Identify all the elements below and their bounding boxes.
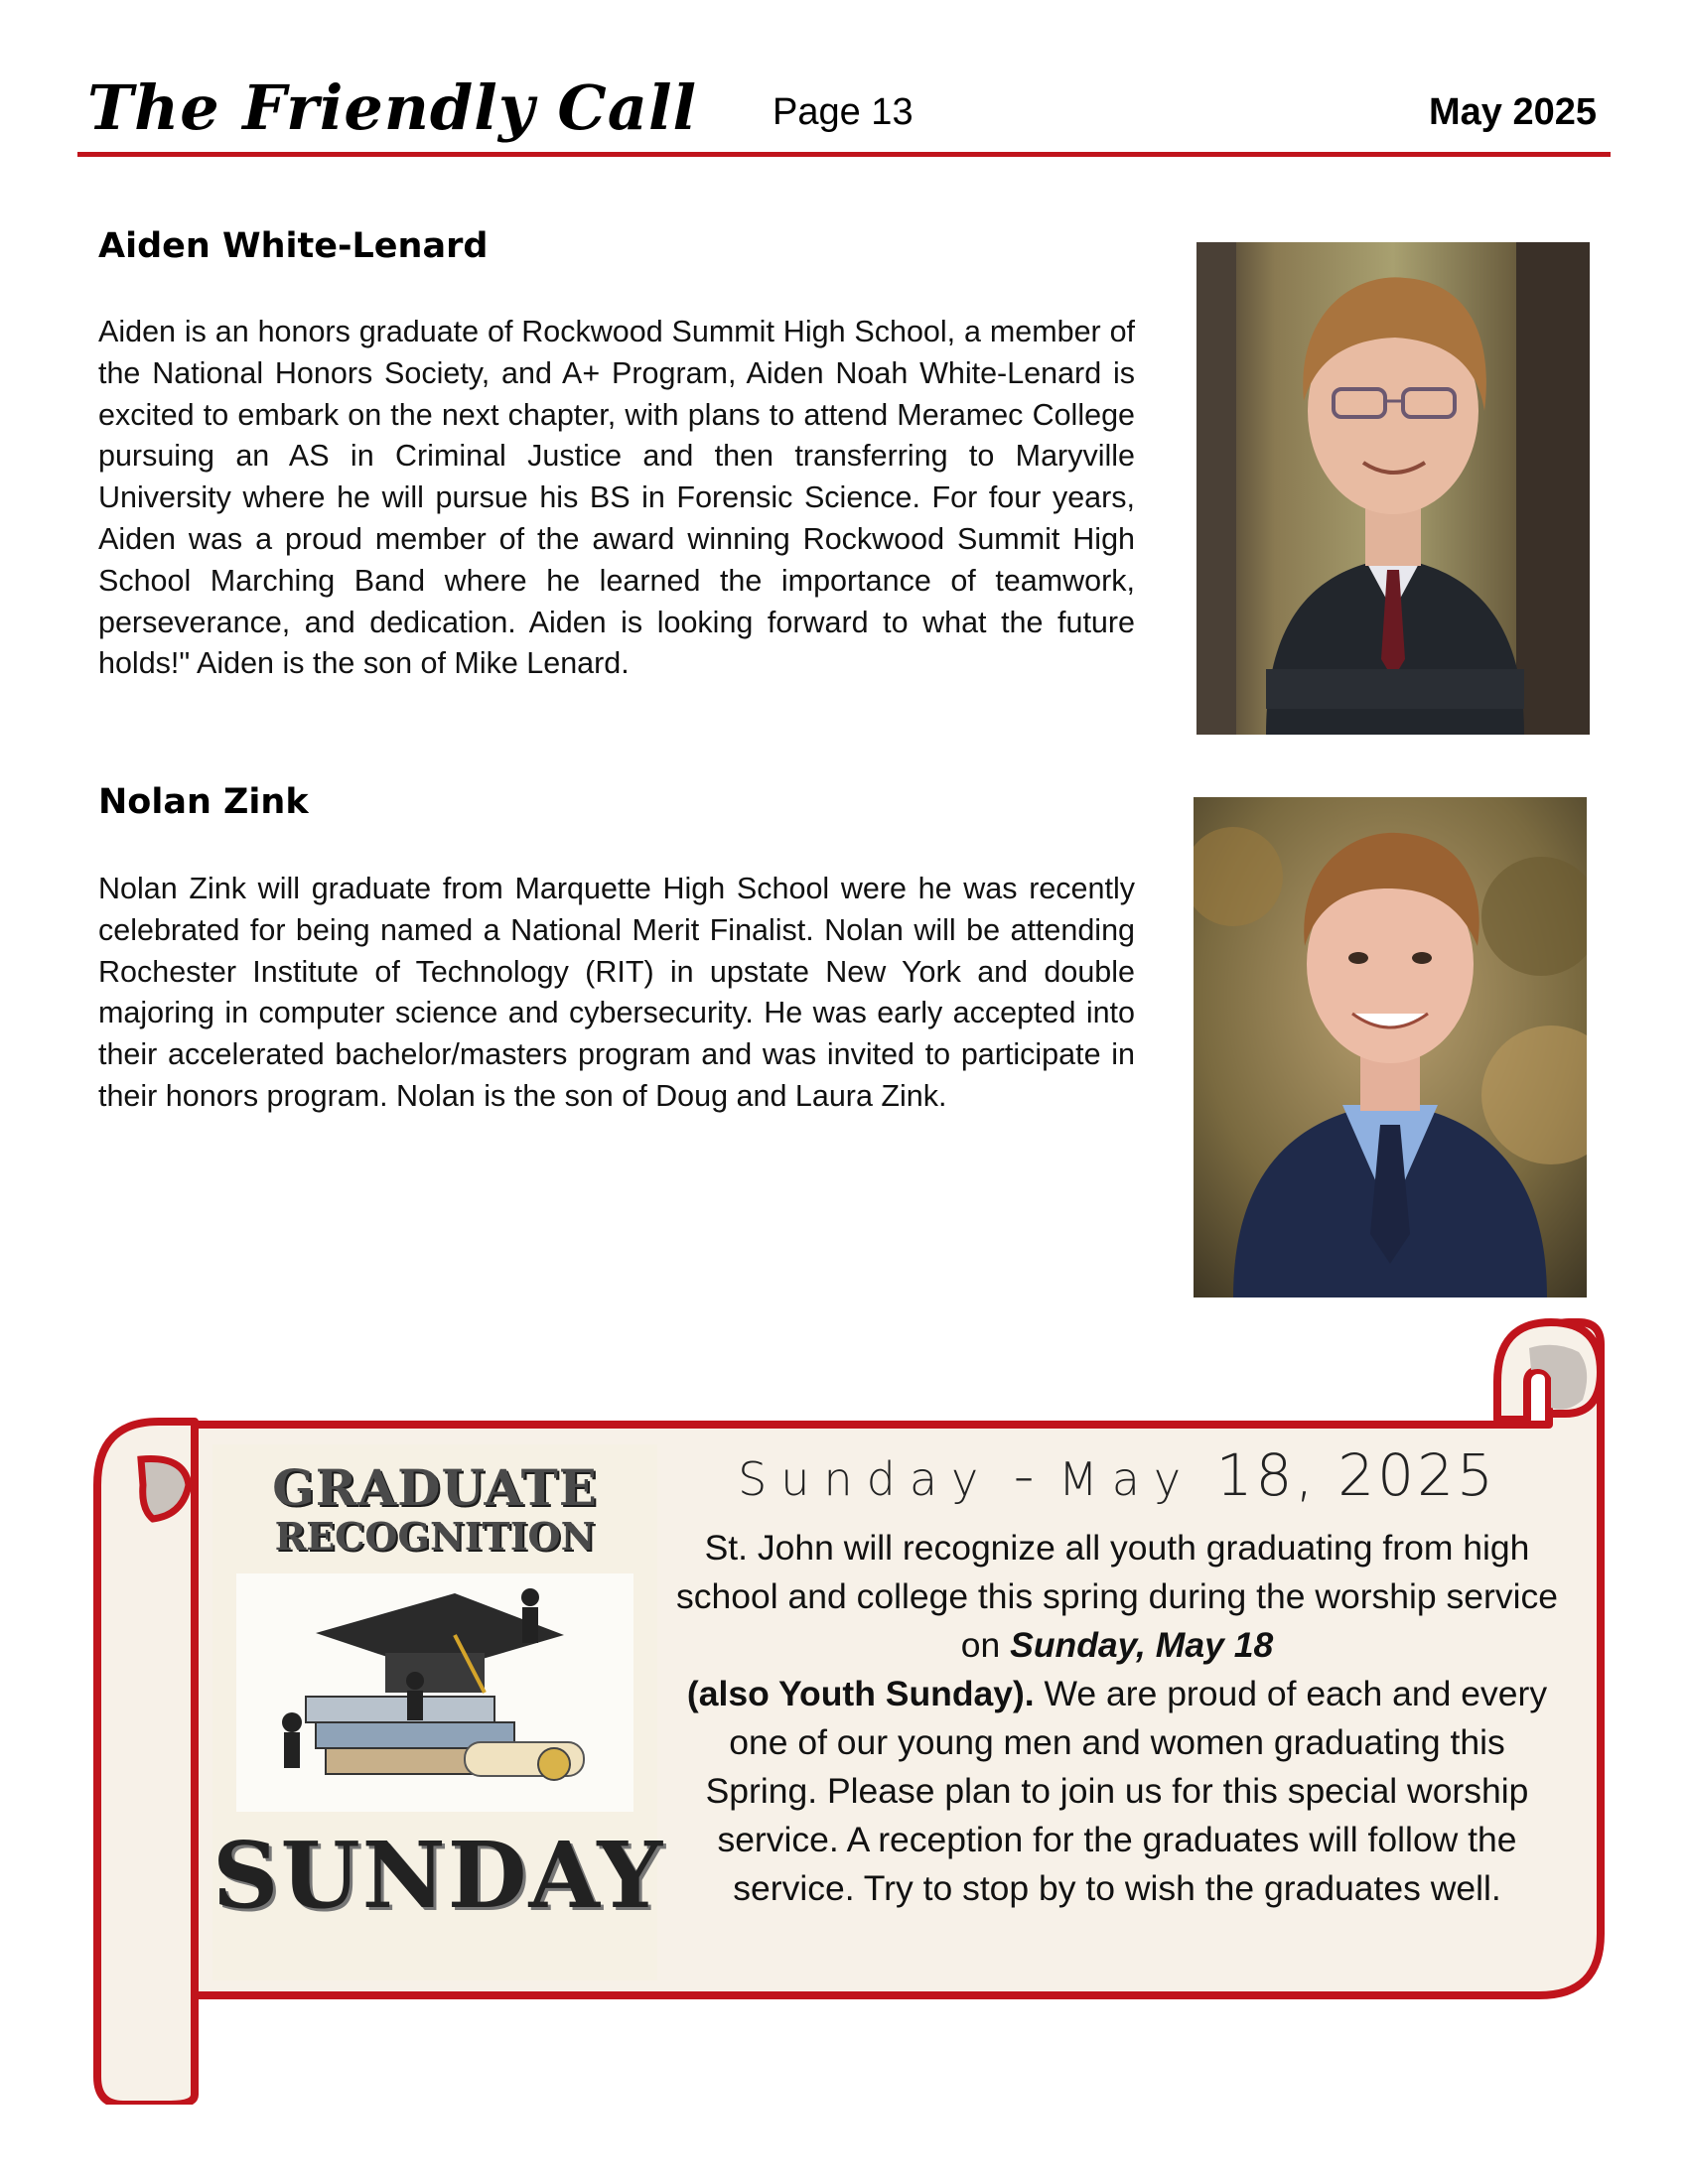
poster-title-graduate: GRADUATE [272,1458,598,1517]
poster-title-recognition: RECOGNITION [274,1514,596,1559]
profile-name-aiden: Aiden White-Lenard [98,226,489,266]
event-title-month: May [1058,1452,1196,1506]
page-number: Page 13 [773,91,914,133]
issue-date: May 2025 [1428,91,1597,133]
event-title-day: Sunday [738,1452,993,1506]
graduation-cap-books-illustration [236,1573,633,1812]
event-body-invitation: We are proud of each and every one of our young men and women graduating this Spring. Please plan to join us for this special worship service. A reception for the graduates will follow the service. Try to stop by to wish the graduates well. [705,1674,1548,1908]
profile-name-nolan: Nolan Zink [98,782,309,822]
event-date-heading [685,1441,1549,1509]
photo-aiden [1196,242,1590,735]
event-title-date: 18, 2025 [1195,1441,1496,1509]
profile-bio-nolan: Nolan Zink will graduate from Marquette High School were he was recently celebrated for being named a National Merit Finalist. Nolan will be attending Rochester Institute of Technology (RIT) in upstate New York and double majoring in computer science and cybersecurity. He was early accepted into their accelerated bachelor/masters program and was invited to participate in their honors program. Nolan is the son of Doug and Laura Zink. [98,872,1135,1113]
event-title-separator: - [992,1441,1059,1509]
poster-title-sunday: SUNDAY [212,1822,665,1929]
header-rule [77,152,1611,157]
photo-nolan [1194,797,1587,1297]
event-body-intro: St. John will recognize all youth graduating from high school and college this spring during the worship service on [676,1528,1558,1665]
event-body-youth-sunday: (also Youth Sunday). [686,1674,1035,1713]
profile-bio-aiden: Aiden is an honors graduate of Rockwood Summit High School, a member of the National Honors Society, and A+ Program, Aiden Noah White-Lenard is excited to embark on the next chapter, with plans to attend Meramec College pursuing an AS in Criminal Justice and then transferring to Maryville University where he will pursue his BS in Forensic Science. For four years, Aiden was a proud member of the award winning Rockwood Summit High School Marching Band where he learned the importance of teamwork, perseverance, and dedication. Aiden is looking forward to what the future holds!" Aiden is the son of Mike Lenard. [98,315,1135,681]
event-body-date-emphasis: Sunday, May 18 [1010,1625,1274,1665]
graduate-recognition-poster [212,1444,665,1980]
newsletter-masthead: The Friendly Call [87,71,698,144]
event-description [675,1524,1559,1913]
